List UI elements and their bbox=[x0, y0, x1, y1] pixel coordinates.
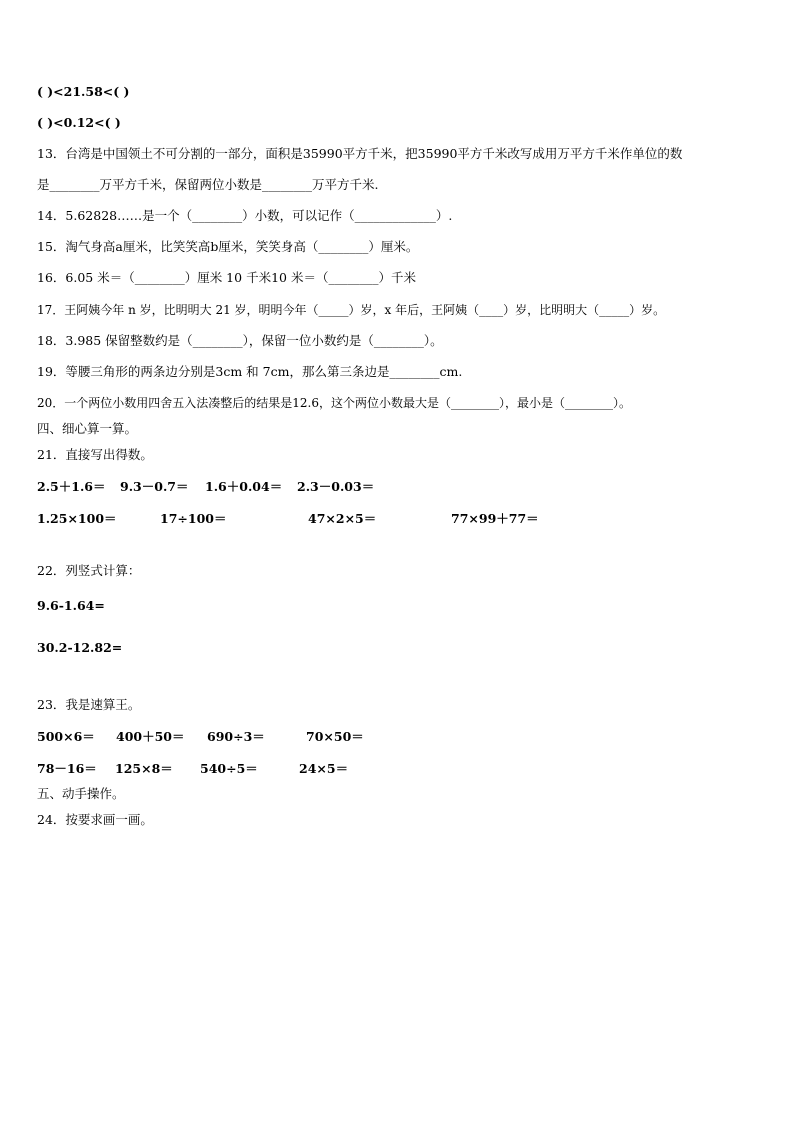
calc-item: 2.3－0.03＝ bbox=[297, 479, 375, 494]
question-18: 18．3.985 保留整数约是（________），保留一位小数约是（________）。 bbox=[37, 333, 443, 348]
calc-item: 70×50＝ bbox=[306, 729, 364, 744]
question-14: 14．5.62828……是一个（________）小数，可以记作（_____________）. bbox=[37, 208, 453, 223]
question-19: 19．等腰三角形的两条边分别是3cm 和 7cm，那么第三条边是________cm. bbox=[37, 364, 463, 379]
question-13-line-2: 是________万平方千米，保留两位小数是________万平方千米. bbox=[37, 177, 379, 192]
calc-item: 17÷100＝ bbox=[160, 511, 227, 526]
calc-item: 78－16＝ bbox=[37, 761, 97, 776]
question-15: 15．淘气身高a厘米，比笑笑高b厘米，笑笑身高（________）厘米。 bbox=[37, 239, 419, 254]
question-22: 22．列竖式计算： bbox=[37, 563, 141, 578]
calc-item: 2.5＋1.6＝ bbox=[37, 479, 106, 494]
calc-item: 690÷3＝ bbox=[207, 729, 265, 744]
vertical-calc-1: 9.6-1.64= bbox=[37, 598, 105, 613]
calc-item: 47×2×5＝ bbox=[308, 511, 377, 526]
question-21: 21．直接写出得数。 bbox=[37, 447, 153, 462]
question-23: 23．我是速算王。 bbox=[37, 697, 141, 712]
calc-item: 540÷5＝ bbox=[200, 761, 258, 776]
question-24: 24．按要求画一画。 bbox=[37, 812, 153, 827]
calc-item: 400＋50＝ bbox=[116, 729, 185, 744]
calc-item: 125×8＝ bbox=[115, 761, 173, 776]
section-5-heading: 五、动手操作。 bbox=[37, 786, 125, 801]
section-4-heading: 四、细心算一算。 bbox=[37, 421, 138, 436]
calc-item: 24×5＝ bbox=[299, 761, 349, 776]
calc-item: 9.3－0.7＝ bbox=[120, 479, 189, 494]
question-13-line-1: 13．台湾是中国领土不可分割的一部分，面积是35990平方千米，把35990平方千米改写成用万平方千米作单位的数 bbox=[37, 146, 683, 161]
calc-item: 77×99＋77＝ bbox=[451, 511, 539, 526]
inequality-line-2: ( )<0.12<( ) bbox=[37, 115, 121, 130]
question-20: 20．一个两位小数用四舍五入法凑整后的结果是12.6，这个两位小数最大是（________），最小是（________）。 bbox=[37, 396, 631, 410]
inequality-line-1: ( )<21.58<( ) bbox=[37, 84, 130, 99]
question-17: 17．王阿姨今年 n 岁，比明明大 21 岁，明明今年（_____）岁，x 年后，王阿姨（____）岁，比明明大（_____）岁。 bbox=[37, 303, 666, 317]
calc-item: 500×6＝ bbox=[37, 729, 95, 744]
question-16: 16．6.05 米＝（________）厘米 10 千米10 米＝（________）千米 bbox=[37, 270, 416, 285]
calc-item: 1.6＋0.04＝ bbox=[205, 479, 283, 494]
vertical-calc-2: 30.2-12.82= bbox=[37, 640, 123, 655]
calc-item: 1.25×100＝ bbox=[37, 511, 117, 526]
